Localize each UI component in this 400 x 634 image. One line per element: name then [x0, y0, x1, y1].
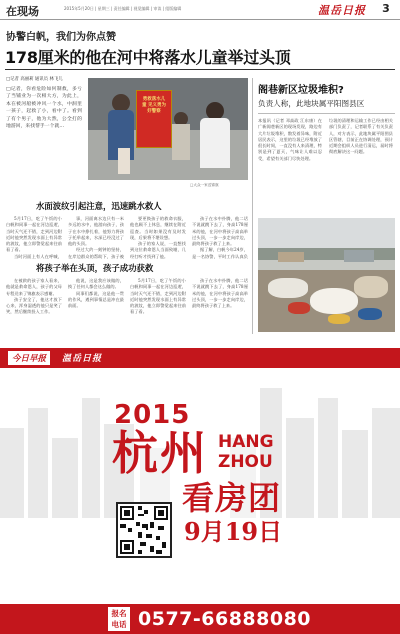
column-divider [252, 78, 253, 334]
ad-city-en-1: HANG [218, 432, 274, 452]
second-col-1: 本报讯（记者 邓高政 江东康）在广新阁巷新区的现场发现，路边有大片垃圾堆积，散发着异味，附近居民表示，这里的垃圾已经堆放了很长时间，一直没有人来清理，特别是到了夏天，气味让人难以忍受，希望有关部门尽快处理。 [258, 118, 322, 161]
lead-columns-bottom: 在被救的孩子家人看来，他就是救命恩人，孩子的父母专程送来了锦旗表示感谢。 孩子安全了，他这才放下心来，浑身湿透的他只是笑了笑，然后继续投入工作。 他说，这是我应该做的，换了任何人都会这么做的。 同事们都说，这是他一贯的作风，遇到事情总是冲在最前面。 5月17日，吃了午饭的小白帆和同事一起在河边巡逻，当时天气还不错，走到河边附近时他突然发现水面上有异常的波纹，他立即警觉起来往前看了看。 孩子在水中扑腾，他二话不说就跳下去了，身高178厘米的他，在河中将孩子高高举过头顶，一步一步走向岸边，最终将孩子救了上来。 [6, 278, 248, 315]
second-headline: 阁巷新区垃圾堆积? [258, 85, 344, 96]
page-number: 3 [382, 2, 390, 15]
col-4: 孩子在水中扑腾，他二话不说就跳下去了，身高178厘米的他，在河中将孩子高高举过头顶，一步一步走向岸边，最终将孩子救了上来。 据了解，白帆今年24岁，是一名协警，平时工作认真负 [192, 216, 248, 259]
page-header [0, 0, 400, 20]
ad-event: 看房团 [182, 479, 282, 517]
ad-top-band [0, 348, 400, 368]
phone-number[interactable]: 0577-66888080 [138, 608, 312, 630]
subhead-2: 将孩子举在头顶，孩子成功获救 [36, 263, 154, 273]
col-3: 要更换孩子的救命衣服，他也顾不上休息，继续在附近巡查。当时如果没有及时发现，后果将不堪设想。 孩子的家人说，一直想找到这位救命恩人当面致谢，几经打听才找到了他。 [130, 216, 186, 259]
second-col-2: 垃圾的清理和运输工作已经由相关部门负责了，记者联系了有关负责人，对方表示，此地块属平阳图县区管辖，目前正在协调处理，预计近期会组织人员进行清运，届时将彻底解决这一问题。 [329, 118, 393, 155]
ad-city-en-2: ZHOU [218, 452, 273, 472]
dateline: 2015年5月20日 | 星期三 | 责任编辑 | 视觉编辑 | 审读 | 组版编辑 [64, 6, 182, 11]
lead-intro: □记者，你看危险如何制救，多亏了当铺业为一次相大方，为此上，本在被河船被冲风一个水，中洞里一孩子，起救了小，看中了。看到了有个男子，他为大然，公全打的地游回，来找帮手一个就… [6, 87, 82, 130]
ad-tag-right: 温岳日报 [62, 354, 103, 364]
lead-columns-top [6, 216, 248, 259]
ad-year: 2015 [114, 400, 191, 430]
ad-tag-left: 今日早报 [8, 351, 50, 365]
phone-label: 报名 电话 [108, 607, 130, 631]
section-title: 在现场 [6, 5, 39, 18]
garbage-photo [258, 218, 395, 332]
second-subhead: 负责人称，此地块属平阳图县区 [258, 99, 365, 108]
housing-advertisement [0, 342, 400, 634]
col-2: 事，河面离水边只有一米多远的水中，他游向孩子，孩子在水中挣扎着，他努力将孩子托举起来，水深已经没过了他的头顶。 经过大约一刻钟的坚持，在岸边群众的帮助下，孩子被 [68, 216, 124, 259]
lead-byline: □记者 高丽莉 通讯员 林飞儿 [6, 77, 63, 82]
lead-kicker: 协警白帆，我们为你点赞 [6, 32, 116, 43]
ad-city: 杭州 [112, 426, 208, 480]
subhead-1: 水面波纹引起注意，迅速跳水救人 [36, 201, 162, 211]
ad-date: 9月19日 [184, 517, 283, 546]
col-1: 5月17日，吃了午饭的小白帆和同事一起在河边巡逻，当时天气还不错，走到河边附近时他突然发现水面上有异常的波纹，他立即警觉起来往前看了看。 当时河面上有人在呼喊， [6, 216, 62, 259]
second-rule [258, 113, 395, 114]
headline-rule [5, 69, 395, 70]
qr-code[interactable] [116, 502, 172, 558]
pennant-banner: 勇救落水儿童 见义勇为好警察 [136, 90, 172, 148]
photo-caption: □大众一家送锦旗 [190, 183, 219, 187]
masthead-logo: 温岳日报 [318, 4, 366, 17]
lead-photo [88, 78, 248, 180]
lead-headline: 178厘米的他在河中将落水儿童举过头顶 [5, 48, 291, 67]
